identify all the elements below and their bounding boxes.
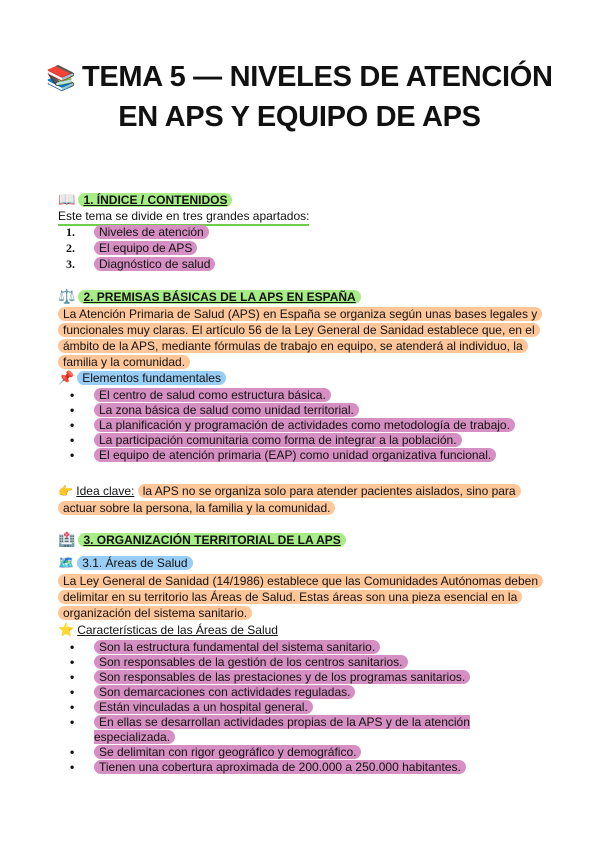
books-icon: 📚 (46, 65, 76, 92)
section-3-title: 3. ORGANIZACIÓN TERRITORIAL DE LA APS (78, 533, 345, 547)
list-item: • La zona básica de salud como unidad territorial. (70, 403, 540, 418)
section-3-heading (58, 532, 346, 548)
list-item: • La planificación y programación de actividades como metodología de trabajo. (70, 418, 540, 433)
section-3-paragraph: La Ley General de Sanidad (14/1986) establece que las Comunidades Autónomas deben delimitar en su territorio las Áreas de Salud. Estas áreas son una pieza esencial en la organización del sistema sanitario. (58, 573, 548, 621)
star-icon: ⭐ (58, 622, 75, 637)
scales-icon: ⚖️ (58, 288, 76, 304)
elements-subheading: 📌 Elementos fundamentales (58, 370, 226, 386)
elements-list (70, 388, 540, 463)
list-item: • Son la estructura fundamental del sistema sanitario. (70, 640, 540, 655)
list-item: • Están vinculadas a un hospital general. (70, 700, 540, 715)
key-idea-text: la APS no se organiza solo para atender pacientes aislados, sino para actuar sobre la persona, la familia y la comunidad. (58, 484, 521, 515)
index-list (66, 225, 215, 273)
list-item: • El equipo de atención primaria (EAP) como unidad organizativa funcional. (70, 448, 540, 463)
book-icon: 📖 (58, 191, 76, 207)
characteristics-list (70, 640, 540, 775)
areas-subheading: 🗺️ 3.1. Áreas de Salud (58, 555, 193, 571)
pointing-hand-icon: 👉 (58, 484, 73, 498)
key-idea (58, 483, 548, 517)
section-2-heading (58, 289, 361, 305)
characteristics-subheading: ⭐ Características de las Áreas de Salud (58, 622, 278, 637)
hospital-icon: 🏥 (58, 531, 76, 547)
section-1-heading (58, 192, 232, 208)
list-item: • La participación comunitaria como forma de integrar a la población. (70, 433, 540, 448)
list-item: • En ellas se desarrollan actividades propias de la APS y de la atención especializada. (70, 715, 470, 744)
list-item: • Son responsables de la gestión de los centros sanitarios. (70, 655, 540, 670)
section-2-title: 2. PREMISAS BÁSICAS DE LA APS EN ESPAÑA (78, 290, 360, 304)
list-item: • Tienen una cobertura aproximada de 200.000 a 250.000 habitantes. (70, 760, 540, 775)
section-1-title: 1. ÍNDICE / CONTENIDOS (78, 193, 232, 207)
pushpin-icon: 📌 (58, 370, 75, 385)
title-text: TEMA 5 — NIVELES DE ATENCIÓN EN APS Y EQUIPO DE APS (81, 61, 553, 133)
index-item: 3. Diagnóstico de salud (66, 257, 215, 273)
list-item: • Se delimitan con rigor geográfico y demográfico. (70, 745, 540, 760)
document-title (30, 58, 569, 136)
key-idea-label: Idea clave: (76, 484, 135, 498)
section-1-intro: Este tema se divide en tres grandes apartados: (58, 209, 309, 226)
section-2-paragraph: La Atención Primaria de Salud (APS) en España se organiza según unas bases legales y funcionales muy claras. El artículo 56 de la Ley General de Sanidad establece que, en el ámbito de la APS, mediante fórmulas de trabajo en equipo, se atenderá al individuo, la familia y la comunidad. (58, 306, 548, 370)
list-item: • Son demarcaciones con actividades reguladas. (70, 685, 540, 700)
index-item: 2. El equipo de APS (66, 241, 215, 257)
map-icon: 🗺️ (58, 555, 75, 570)
list-item: • El centro de salud como estructura básica. (70, 388, 540, 403)
index-item: 1. Niveles de atención (66, 225, 215, 241)
list-item: • Son responsables de las prestaciones y de los programas sanitarios. (70, 670, 540, 685)
